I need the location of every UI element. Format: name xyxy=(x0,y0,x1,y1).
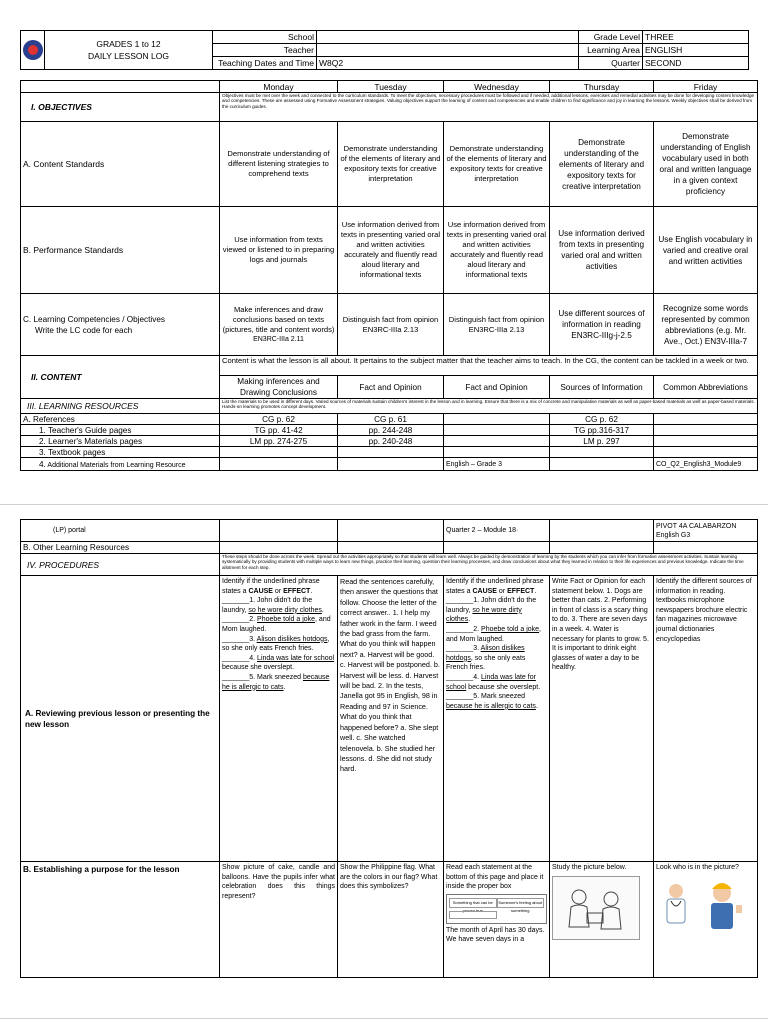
corner-cell xyxy=(21,81,220,93)
content-note: Content is what the lesson is all about. It pertains to the subject matter that the teacher aims to teach. In the CG, the content can be tackled in a week or two. xyxy=(220,356,758,376)
sort-line xyxy=(449,911,497,919)
header-table xyxy=(20,30,749,70)
school-label: School xyxy=(213,31,317,44)
purpose-wed-text: Read each statement at the bottom of this page and place it inside the proper box xyxy=(446,864,544,891)
item-pre: _______3. xyxy=(446,645,481,653)
other-mon xyxy=(220,542,338,554)
additional-materials-number: 4. xyxy=(39,459,46,469)
performance-standard-wed: Use information derived from texts in presenting varied oral and written activities accurately and fluently read aloud literary and informational texts xyxy=(444,207,550,294)
item-pre: _______1. John didn't do the laundry, xyxy=(446,597,537,614)
workers-picture xyxy=(656,875,752,933)
item-pre: _______4. xyxy=(446,673,482,681)
cause-item-wed-4 xyxy=(446,674,540,691)
item-underlined: so he wore dirty clothes xyxy=(248,606,322,614)
grade-value: THREE xyxy=(643,31,749,44)
references-mon: CG p. 62 xyxy=(220,414,338,425)
tb-thu xyxy=(550,447,654,458)
references-thu: CG p. 62 xyxy=(550,414,654,425)
lm-label: 2. Learner's Materials pages xyxy=(21,436,220,447)
purpose-mon: Show picture of cake, candle and balloons. Have the pupils infer what celebration does this things represent? xyxy=(220,862,338,978)
item-post: . xyxy=(468,616,471,624)
day-thursday: Thursday xyxy=(550,81,654,93)
item-post: because she overslept. xyxy=(466,683,541,691)
fact-box-label: Something that can be proven true xyxy=(449,898,497,908)
lp-mon xyxy=(220,520,338,542)
am-wed: English – Grade 3 xyxy=(444,458,550,471)
area-value: ENGLISH xyxy=(643,44,749,57)
references-wed xyxy=(444,414,550,425)
purpose-thu-text: Study the picture below. xyxy=(552,864,627,871)
am-thu xyxy=(550,458,654,471)
competency-wed: Distinguish fact from opinion EN3RC-IIIa 2.13 xyxy=(444,294,550,356)
other-fri xyxy=(654,542,758,554)
tb-fri xyxy=(654,447,758,458)
lm-mon: LM pp. 274-275 xyxy=(220,436,338,447)
competency-mon-text: Make inferences and draw conclusions based on texts (pictures, title and content words) xyxy=(222,304,335,334)
day-tuesday: Tuesday xyxy=(338,81,444,93)
opinion-box-label: Someone's feeling about something xyxy=(498,899,543,913)
fact-opinion-sort-image xyxy=(446,894,547,924)
item-post: . xyxy=(535,702,538,710)
additional-materials-label xyxy=(21,458,220,471)
purpose-tue: Show the Philippine flag. What are the colors in our flag? What does this symbolizes? xyxy=(338,862,444,978)
cause-item-wed-1 xyxy=(446,597,536,623)
purpose-label: B. Establishing a purpose for the lesson xyxy=(21,862,220,978)
review-mon: Identify if the underlined phrase states a CAUSE or EFFECT. _______1. John didn't do the laundry, so he wore dirty clothes. _______2. Phoebe told a joke, and Mom laughed. _______3. Alison dislikes hotdogs, so she only eats French fries. _______4. Linda was late for school because she overslept. _______5. Mark sneezed because he is allergic to cats. xyxy=(220,576,338,862)
performance-standard-fri: Use English vocabulary in varied and creative oral and written activities xyxy=(654,207,758,294)
purpose-fri xyxy=(654,862,758,978)
am-tue xyxy=(338,458,444,471)
content-standard-fri: Demonstrate understanding of English vocabulary used in both oral and written language in a given context proficiency xyxy=(654,122,758,207)
competency-mon-code: EN3RC-IIIa 2.11 xyxy=(253,335,304,343)
other-resources-label: B. Other Learning Resources xyxy=(21,542,220,554)
purpose-wed xyxy=(444,862,550,978)
cause-item-wed-2 xyxy=(446,626,541,643)
content-standard-wed: Demonstrate understanding of the elements of literary and expository texts for creative interpretation xyxy=(444,122,550,207)
page-break-line xyxy=(0,504,768,505)
tg-fri xyxy=(654,425,758,436)
item-post: , and Mom laughed. xyxy=(222,616,331,633)
lp-fri: PIVOT 4A CALABARZON English G3 xyxy=(654,520,758,542)
procedures-table xyxy=(20,519,758,978)
competencies-label-line1: C. Learning Competencies / Objectives xyxy=(23,314,165,324)
lesson-table xyxy=(20,80,758,471)
children-reading-drawing xyxy=(553,877,639,939)
cause-or-wed: or xyxy=(496,587,508,595)
cause-item-wed-3 xyxy=(446,645,525,671)
deped-seal-cell xyxy=(21,31,45,70)
title-line2: DAILY LESSON LOG xyxy=(88,51,169,61)
additional-materials-text: Additional Materials from Learning Resource xyxy=(47,461,186,469)
cause-or-mon: or xyxy=(272,587,284,595)
purpose-fri-text: Look who is in the picture? xyxy=(656,864,739,871)
effect-word-mon: EFFECT xyxy=(283,587,311,595)
cause-item-wed-5 xyxy=(446,693,538,710)
item-pre: _______5. Mark sneezed xyxy=(222,673,303,681)
cause-word-mon: CAUSE xyxy=(248,587,273,595)
objectives-note: Objectives must be met over the week and connected to the curriculum standards. To meet the objectives, necessary procedures must be followed and if needed, additional lessons, exercises and remedial activities may be done for developing content knowledge and competencies. These are assessed using Formative Assessment strategies. Valuing objectives support the learning of content and competencies and enable children to find significance and joy in learning the lessons. Weekly objectives shall be derived from the curriculum guides. xyxy=(220,93,758,122)
objectives-label: I. OBJECTIVES xyxy=(21,93,220,122)
thumbs-up-icon xyxy=(736,905,742,913)
tg-wed xyxy=(444,425,550,436)
performance-standards-label: B. Performance Standards xyxy=(21,207,220,294)
tb-tue xyxy=(338,447,444,458)
day-wednesday: Wednesday xyxy=(444,81,550,93)
doctor-head xyxy=(669,884,683,898)
references-tue: CG p. 61 xyxy=(338,414,444,425)
tg-mon: TG pp. 41-42 xyxy=(220,425,338,436)
resources-label: III. LEARNING RESOURCES xyxy=(21,399,220,414)
quarter-label: Quarter xyxy=(579,57,643,70)
item-post: because she overslept. xyxy=(222,664,294,672)
item-underlined: because he is allergic to cats xyxy=(222,673,330,691)
lm-thu: LM p. 297 xyxy=(550,436,654,447)
content-fri: Common Abbreviations xyxy=(654,376,758,399)
item-post: , and Mom laughed. xyxy=(446,625,541,643)
other-tue xyxy=(338,542,444,554)
item-underlined: because he is allergic to cats xyxy=(446,702,536,710)
grade-label: Grade Level xyxy=(579,31,643,44)
area-label: Learning Area xyxy=(579,44,643,57)
teacher-label: Teacher xyxy=(213,44,317,57)
item-pre: _______4. xyxy=(222,654,258,662)
tb-wed xyxy=(444,447,550,458)
title-cell xyxy=(45,31,213,70)
competency-fri: Recognize some words represented by common abbreviations (e.g. Mr. Ave., Oct.) EN3V-IIIa-7 xyxy=(654,294,758,356)
lm-wed xyxy=(444,436,550,447)
review-wed: Identify if the underlined phrase states a CAUSE or EFFECT. _______1. John didn't do the laundry, so he wore dirty clothes. _______2. Phoebe told a joke, and Mom laughed. _______3. Alison dislikes hotdogs, so she only eats French fries. _______4. Linda was late for school because she overslept. _______5. Mark sneezed because he is allergic to cats. xyxy=(444,576,550,862)
doctor-coat xyxy=(667,899,685,923)
cause-item-mon-1 xyxy=(222,597,324,614)
lp-portal-label: (LP) portal xyxy=(21,520,220,542)
item-post: . xyxy=(321,606,324,614)
item-post: , so she only eats French fries. xyxy=(222,635,330,653)
cause-item-mon-2 xyxy=(222,616,331,633)
content-thu: Sources of Information xyxy=(550,376,654,399)
item-post: , so she only eats French fries. xyxy=(446,654,526,672)
day-friday: Friday xyxy=(654,81,758,93)
tg-label: 1. Teacher's Guide pages xyxy=(21,425,220,436)
tb-label: 3. Textbook pages xyxy=(21,447,220,458)
item-underlined: Linda was late for school xyxy=(257,654,335,662)
lp-thu xyxy=(550,520,654,542)
cause-word-wed: CAUSE xyxy=(472,587,497,595)
purpose-thu xyxy=(550,862,654,978)
procedures-label: IV. PROCEDURES xyxy=(21,554,220,576)
content-standard-thu: Demonstrate understanding of the elements of literary and expository texts for creative interpretation xyxy=(550,122,654,207)
references-fri xyxy=(654,414,758,425)
other-wed xyxy=(444,542,550,554)
other-thu xyxy=(550,542,654,554)
review-tue: Read the sentences carefully, then answer the questions that follow. Choose the letter of the correct answer.. 1. I help my father work in the farm. I weed the bad grass from the farm. What do you think will happen next? a. Harvest will be good. c. Harvest will be postponed. b. Harvest will be less. d. Harvest will be bad. 2. In the tests, Janella got 95 in English, 98 in Reading and 97 in Science. What do you think that happened before? a. She slept well. c. She watched telenovela. b. She studied her lessons. d. She did not study hard. xyxy=(338,576,444,862)
am-fri: CO_Q2_English3_Module9 xyxy=(654,458,758,471)
engineer-body xyxy=(711,903,733,929)
page-break-line-bottom xyxy=(0,1018,768,1019)
performance-standard-mon: Use information from texts viewed or listened to in preparing logs and journals xyxy=(220,207,338,294)
references-label: A. References xyxy=(21,414,220,425)
content-standards-label: A. Content Standards xyxy=(21,122,220,207)
am-mon xyxy=(220,458,338,471)
cause-intro-mon: Identify if the underlined phrase states a xyxy=(222,578,320,595)
item-underlined: Linda was late for school xyxy=(446,673,536,691)
performance-standard-thu: Use information derived from texts in presenting varied oral and written activities xyxy=(550,207,654,294)
quarter-value: SECOND xyxy=(643,57,749,70)
content-tue: Fact and Opinion xyxy=(338,376,444,399)
procedures-note: These steps should be done across the week. Spread out the activities appropriately so that students will learn well. Always be guided by demonstration of learning by the students which you can infer from formative assessment activities. Sustain learning systematically by providing students with multiple ways to learn new things, practice their learning, question their learning processes, and draw conclusions about what they learned in relation to their life experiences and previous knowledge. Indicate the time allotment for each step. xyxy=(220,554,758,576)
day-monday: Monday xyxy=(220,81,338,93)
lp-tue xyxy=(338,520,444,542)
item-underlined: Alison dislikes hotdogs xyxy=(256,635,328,643)
tb-mon xyxy=(220,447,338,458)
competency-mon xyxy=(220,294,338,356)
item-pre: _______2. xyxy=(222,616,258,624)
item-pre: _______3. xyxy=(222,635,257,643)
lm-fri xyxy=(654,436,758,447)
dates-value: W8Q2 xyxy=(317,57,579,70)
content-wed: Fact and Opinion xyxy=(444,376,550,399)
competency-tue: Distinguish fact from opinion EN3RC-IIIa 2.13 xyxy=(338,294,444,356)
cause-item-mon-5 xyxy=(222,674,329,691)
hard-hat-icon xyxy=(712,883,732,889)
item-pre: _______1. John didn't do the laundry, xyxy=(222,597,313,614)
teacher-value xyxy=(317,44,579,57)
tg-thu: TG pp.316-317 xyxy=(550,425,654,436)
item-pre: _______2. xyxy=(446,625,482,633)
review-label: A. Reviewing previous lesson or presenting the new lesson xyxy=(21,576,220,862)
children-reading-picture xyxy=(552,876,640,940)
review-thu: Write Fact or Opinion for each statement below. 1. Dogs are better than cats. 2. Performing in front of class is a scary thing to do. 3. There are seven days in a week. 4. Water is necessary for plants to grow. 5. It is important to drink eight glasses of water a day to be healthy. xyxy=(550,576,654,862)
content-mon: Making inferences and Drawing Conclusions xyxy=(220,376,338,399)
effect-word-wed: EFFECT xyxy=(507,587,535,595)
lp-wed: Quarter 2 – Module 18· xyxy=(444,520,550,542)
dates-label: Teaching Dates and Time xyxy=(213,57,317,70)
item-underlined: so he wore dirty clothes xyxy=(446,606,522,624)
item-post: . xyxy=(283,683,286,691)
competencies-label xyxy=(21,294,220,356)
school-value xyxy=(317,31,579,44)
competencies-label-line2: Write the LC code for each xyxy=(35,325,133,335)
review-fri: Identify the different sources of information in reading. textbooks microphone newspapers brochure electric fan magazines microwave journal dictionaries encyclopedias xyxy=(654,576,758,862)
item-underlined: Phoebe told a joke xyxy=(257,616,316,624)
item-pre: _______5. Mark sneezed xyxy=(446,693,525,701)
tg-tue: pp. 244-248 xyxy=(338,425,444,436)
lm-tue: pp. 240-248 xyxy=(338,436,444,447)
competency-thu: Use different sources of information in reading EN3RC-IIIg-j-2.5 xyxy=(550,294,654,356)
item-underlined: Alison dislikes hotdogs xyxy=(446,645,525,662)
content-label: II. CONTENT xyxy=(21,356,220,399)
cause-item-mon-3 xyxy=(222,636,329,653)
item-underlined: Phoebe told a joke xyxy=(481,625,540,633)
content-standard-mon: Demonstrate understanding of different listening strategies to comprehend texts xyxy=(220,122,338,207)
cause-intro-wed: Identify if the underlined phrase states a xyxy=(446,578,544,595)
content-standard-tue: Demonstrate understanding of the elements of literary and expository texts for creative interpretation xyxy=(338,122,444,207)
title-line1: GRADES 1 to 12 xyxy=(96,39,161,49)
deped-seal-icon xyxy=(23,40,43,60)
resources-note: List the materials to be used in different days. Varied sources of materials sustain children's interest in the lesson and in learning. Ensure that there is a mix of concrete and manipulative materials as well as paper-based materials as well as paper-based materials. Hands-on learning promotes concept development. xyxy=(220,399,758,414)
purpose-wed-tail: The month of April has 30 days. We have seven days in a xyxy=(446,926,545,944)
cause-item-mon-4 xyxy=(222,655,334,672)
performance-standard-tue: Use information derived from texts in presenting varied oral and written activities accurately and fluently read aloud literary and informational texts xyxy=(338,207,444,294)
